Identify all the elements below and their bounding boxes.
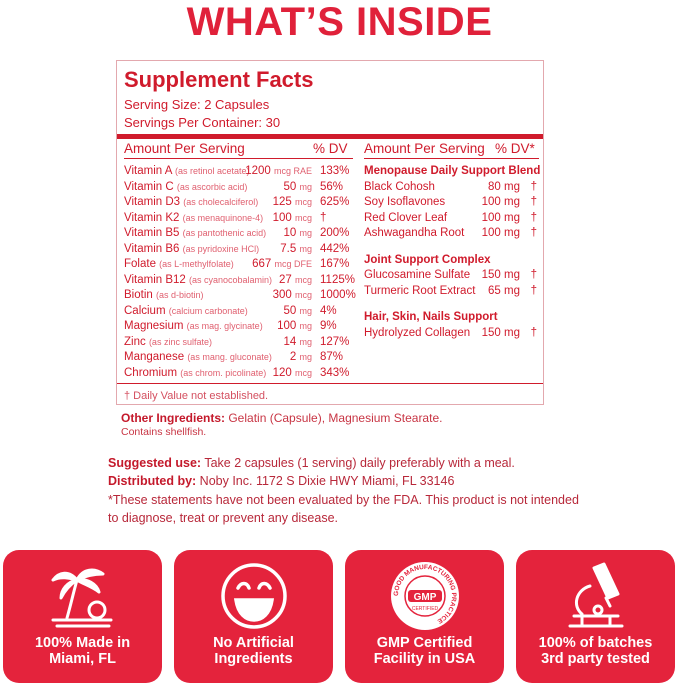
nutrient-amount <box>280 242 312 256</box>
amount-value: 150 <box>481 326 501 339</box>
nutrient-amount <box>283 226 312 240</box>
nutrient-name: Vitamin D3 <box>124 196 181 208</box>
ingredient-dv: † <box>530 326 537 339</box>
other-ingredients-text: Gelatin (Capsule), Magnesium Stearate. <box>225 411 443 425</box>
nutrient-row <box>124 195 359 209</box>
nutrient-amount <box>252 257 312 271</box>
left-amount-header: Amount Per Serving <box>124 141 245 156</box>
badge-gmp-label <box>345 635 504 667</box>
nutrient-name: Vitamin C <box>124 180 174 193</box>
smiley-face-icon <box>218 560 290 632</box>
ingredient-dv: † <box>530 227 537 239</box>
ingredient-name: Hydrolyzed Collagen <box>364 326 471 339</box>
nutrient-name: Folate <box>124 258 156 270</box>
nutrient-amount <box>273 288 312 302</box>
nutrient-source: (as mag. glycinate) <box>186 321 263 331</box>
amount-value: 120 <box>272 366 292 379</box>
footnote: † Daily Value not established. <box>124 390 269 402</box>
nutrient-dv: 167% <box>320 258 350 270</box>
nutrient-name: Vitamin K2 <box>124 211 180 224</box>
amount-value: 150 <box>481 269 501 281</box>
nutrient-dv: 87% <box>320 351 344 363</box>
seal-text: GMP <box>413 592 437 603</box>
nutrient-dv: 200% <box>320 227 350 239</box>
ingredient-name: Turmeric Root Extract <box>364 284 476 297</box>
badge-line-2: Miami, FL <box>49 651 116 667</box>
supplement-facts-panel <box>116 60 544 405</box>
nutrient-source: (as retinol acetate) <box>174 166 250 176</box>
ingredient-amount <box>482 226 520 240</box>
amount-unit: mcg RAE <box>273 166 312 176</box>
nutrient-source: (calcium carbonate) <box>168 305 248 316</box>
ingredient-name: Ashwagandha Root <box>364 227 465 239</box>
blend-section-title: Menopause Daily Support Blend <box>364 165 541 177</box>
amount-value: 14 <box>283 335 297 348</box>
badge-no-artificial-label <box>174 635 333 667</box>
suggested-use-text: Take 2 capsules (1 serving) daily preferably with a meal. <box>201 456 515 470</box>
blend-row <box>364 326 539 340</box>
blend-row <box>364 284 539 298</box>
nutrient-name: Zinc <box>124 335 146 348</box>
nutrient-row <box>124 288 359 302</box>
blend-row <box>364 268 539 282</box>
amount-unit: mg <box>504 269 520 281</box>
amount-unit: mg <box>504 326 520 339</box>
blend-section-title: Joint Support Complex <box>364 253 491 266</box>
nutrient-row <box>124 257 359 271</box>
amount-value: 50 <box>283 304 297 317</box>
gmp-seal-icon <box>389 560 461 632</box>
nutrient-amount <box>273 195 312 209</box>
amount-value: 27 <box>278 273 292 286</box>
nutrient-name: Manganese <box>124 351 185 363</box>
nutrient-name: Vitamin B6 <box>124 242 180 255</box>
nutrient-amount <box>290 350 312 364</box>
amount-unit: mg <box>504 211 520 224</box>
amount-unit: mcg <box>294 274 312 285</box>
blend-row <box>364 195 539 209</box>
ingredient-dv: † <box>530 284 537 297</box>
nutrient-row <box>124 211 359 225</box>
badge-gmp-certified <box>345 550 504 683</box>
badge-line-2: 3rd party tested <box>541 651 650 667</box>
ingredient-amount <box>488 284 520 298</box>
badge-line-1: 100% Made in <box>34 635 131 651</box>
nutrient-row <box>124 242 359 256</box>
seal-ring-text: GOOD MANUFACTURING PRACTICE <box>392 563 458 625</box>
amount-unit: mcg <box>294 290 312 300</box>
amount-value: 10 <box>283 227 297 239</box>
amount-value: 100 <box>272 211 292 224</box>
nutrient-amount <box>273 211 312 225</box>
nutrient-row <box>124 350 359 364</box>
nutrient-row <box>124 180 359 194</box>
nutrient-source: (as d-biotin) <box>155 290 204 300</box>
seal-subtext: CERTIFIED <box>411 606 439 612</box>
nutrient-row <box>124 164 359 178</box>
nutrient-name: Biotin <box>124 289 153 301</box>
nutrient-name: Chromium <box>124 366 178 379</box>
amount-value: 100 <box>481 196 501 208</box>
nutrient-dv: 1000% <box>320 289 356 301</box>
shellfish-warning: Contains shellfish. <box>121 426 207 438</box>
nutrient-name: Vitamin B5 <box>124 227 180 239</box>
badge-line-1: No Artificial <box>213 635 294 651</box>
nutrient-amount <box>277 319 312 333</box>
nutrient-dv: 133% <box>320 165 350 177</box>
distributed-by <box>108 474 454 489</box>
footnote-rule <box>117 383 543 384</box>
amount-value: 300 <box>272 289 292 301</box>
badge-tested-label <box>516 635 675 667</box>
amount-unit: mg <box>299 321 312 331</box>
badge-line-1: GMP Certified <box>376 635 473 651</box>
amount-unit: mg <box>299 336 312 347</box>
amount-unit: mcg <box>294 212 312 223</box>
right-dv-header: % DV* <box>495 141 535 156</box>
nutrient-dv: 4% <box>320 304 337 317</box>
blend-row <box>364 180 539 194</box>
nutrient-source: (as L-methylfolate) <box>159 259 234 269</box>
blend-section-title: Hair, Skin, Nails Support <box>364 311 498 323</box>
ingredient-dv: † <box>530 211 537 224</box>
nutrient-dv: 127% <box>320 335 350 348</box>
amount-value: 80 <box>488 180 501 193</box>
nutrient-name: Vitamin A <box>124 165 172 177</box>
badge-row <box>0 550 679 683</box>
amount-value: 2 <box>289 351 297 363</box>
nutrient-source: (as cyanocobalamin) <box>189 274 273 285</box>
amount-unit: mg <box>504 284 520 297</box>
nutrient-dv: 442% <box>320 242 350 255</box>
ingredient-amount <box>482 268 520 282</box>
ingredient-name: Black Cohosh <box>364 180 435 193</box>
ingredient-name: Red Clover Leaf <box>364 211 448 224</box>
nutrient-amount <box>273 366 312 380</box>
amount-unit: mg <box>299 305 312 316</box>
amount-unit: mcg <box>294 197 312 207</box>
amount-unit: mg <box>299 352 312 362</box>
amount-value: 667 <box>252 258 272 270</box>
microscope-icon <box>560 560 632 632</box>
amount-value: 125 <box>272 196 292 208</box>
other-ingredients-label: Other Ingredients: <box>121 411 226 425</box>
nutrient-amount <box>283 335 312 349</box>
amount-unit: mg <box>504 180 520 193</box>
nutrient-row <box>124 319 359 333</box>
palm-tree-icon <box>47 560 119 632</box>
amount-unit: mg <box>504 227 520 239</box>
amount-unit: mg <box>299 243 312 254</box>
servings-per-container: Servings Per Container: 30 <box>124 115 281 130</box>
nutrient-name: Vitamin B12 <box>124 273 186 286</box>
distributed-by-text: Noby Inc. 1172 S Dixie HWY Miami, FL 33146 <box>196 474 455 488</box>
nutrient-row <box>124 304 359 318</box>
amount-value: 100 <box>277 320 297 332</box>
ingredient-amount <box>482 211 520 225</box>
nutrient-amount <box>245 164 312 178</box>
ingredient-name: Soy Isoflavones <box>364 196 446 208</box>
badge-line-2: Facility in USA <box>373 651 476 667</box>
nutrient-source: (as pantothenic acid) <box>182 228 267 238</box>
amount-value: 100 <box>481 227 501 239</box>
nutrient-name: Magnesium <box>124 320 184 332</box>
suggested-use-label: Suggested use: <box>108 456 202 470</box>
nutrient-row <box>124 226 359 240</box>
nutrient-amount <box>279 273 312 287</box>
nutrient-dv: 1125% <box>320 273 355 286</box>
other-ingredients <box>121 411 442 425</box>
badge-no-artificial <box>174 550 333 683</box>
amount-unit: mg <box>299 228 312 238</box>
nutrient-dv: 9% <box>320 320 337 332</box>
badge-line-2: Ingredients <box>214 651 293 667</box>
ingredient-dv: † <box>530 269 537 281</box>
nutrient-row <box>124 335 359 349</box>
amount-value: 50 <box>283 180 297 193</box>
ingredient-amount <box>488 180 520 194</box>
amount-unit: mg <box>299 181 312 192</box>
nutrient-dv: 625% <box>320 196 350 208</box>
nutrient-source: (as pyridoxine HCl) <box>182 243 260 254</box>
nutrient-source: (as mang. gluconate) <box>187 352 272 362</box>
nutrient-amount <box>283 304 312 318</box>
right-amount-header: Amount Per Serving <box>364 141 485 156</box>
blend-row <box>364 211 539 225</box>
amount-value: 100 <box>481 211 501 224</box>
nutrient-dv: † <box>320 211 327 224</box>
fda-disclaimer-line-2: to diagnose, treat or prevent any disease. <box>108 511 339 525</box>
ingredient-amount <box>482 195 520 209</box>
nutrient-source: (as chrom. picolinate) <box>180 367 267 378</box>
nutrient-row <box>124 273 359 287</box>
nutrient-name: Calcium <box>124 304 166 317</box>
amount-unit: mg <box>504 196 520 208</box>
ingredient-dv: † <box>530 196 537 208</box>
badge-third-party-tested <box>516 550 675 683</box>
facts-title: Supplement Facts <box>124 67 314 92</box>
nutrient-source: (as ascorbic acid) <box>176 181 248 192</box>
suggested-use <box>108 456 515 471</box>
nutrient-source: (as zinc sulfate) <box>148 336 212 347</box>
blend-row <box>364 226 539 240</box>
ingredient-dv: † <box>530 180 537 193</box>
ingredient-amount <box>482 326 520 340</box>
page-title: WHAT’S INSIDE <box>186 0 493 44</box>
badge-made-in-miami <box>3 550 162 683</box>
ingredient-name: Glucosamine Sulfate <box>364 269 471 281</box>
nutrient-source: (as menaquinone-4) <box>182 212 264 223</box>
distributed-by-label: Distributed by: <box>108 474 197 488</box>
badge-made-in-miami-label <box>3 635 162 667</box>
fda-disclaimer-line-1: *These statements have not been evaluated by the FDA. This product is not intended <box>108 493 579 507</box>
nutrient-amount <box>283 180 312 194</box>
amount-unit: mcg DFE <box>274 259 312 269</box>
nutrient-dv: 56% <box>320 180 344 193</box>
left-header-rule <box>124 158 353 159</box>
amount-value: 1200 <box>245 165 271 177</box>
nutrient-dv: 343% <box>320 366 350 379</box>
thick-divider <box>117 134 543 139</box>
badge-line-1: 100% of batches <box>538 635 653 651</box>
nutrient-source: (as cholecalciferol) <box>183 197 259 207</box>
amount-value: 7.5 <box>280 242 297 255</box>
amount-value: 65 <box>488 284 501 297</box>
right-header-rule <box>364 158 539 159</box>
serving-size: Serving Size: 2 Capsules <box>124 97 270 112</box>
amount-unit: mcg <box>294 367 312 378</box>
nutrient-row <box>124 366 359 380</box>
left-dv-header: % DV <box>313 141 348 156</box>
